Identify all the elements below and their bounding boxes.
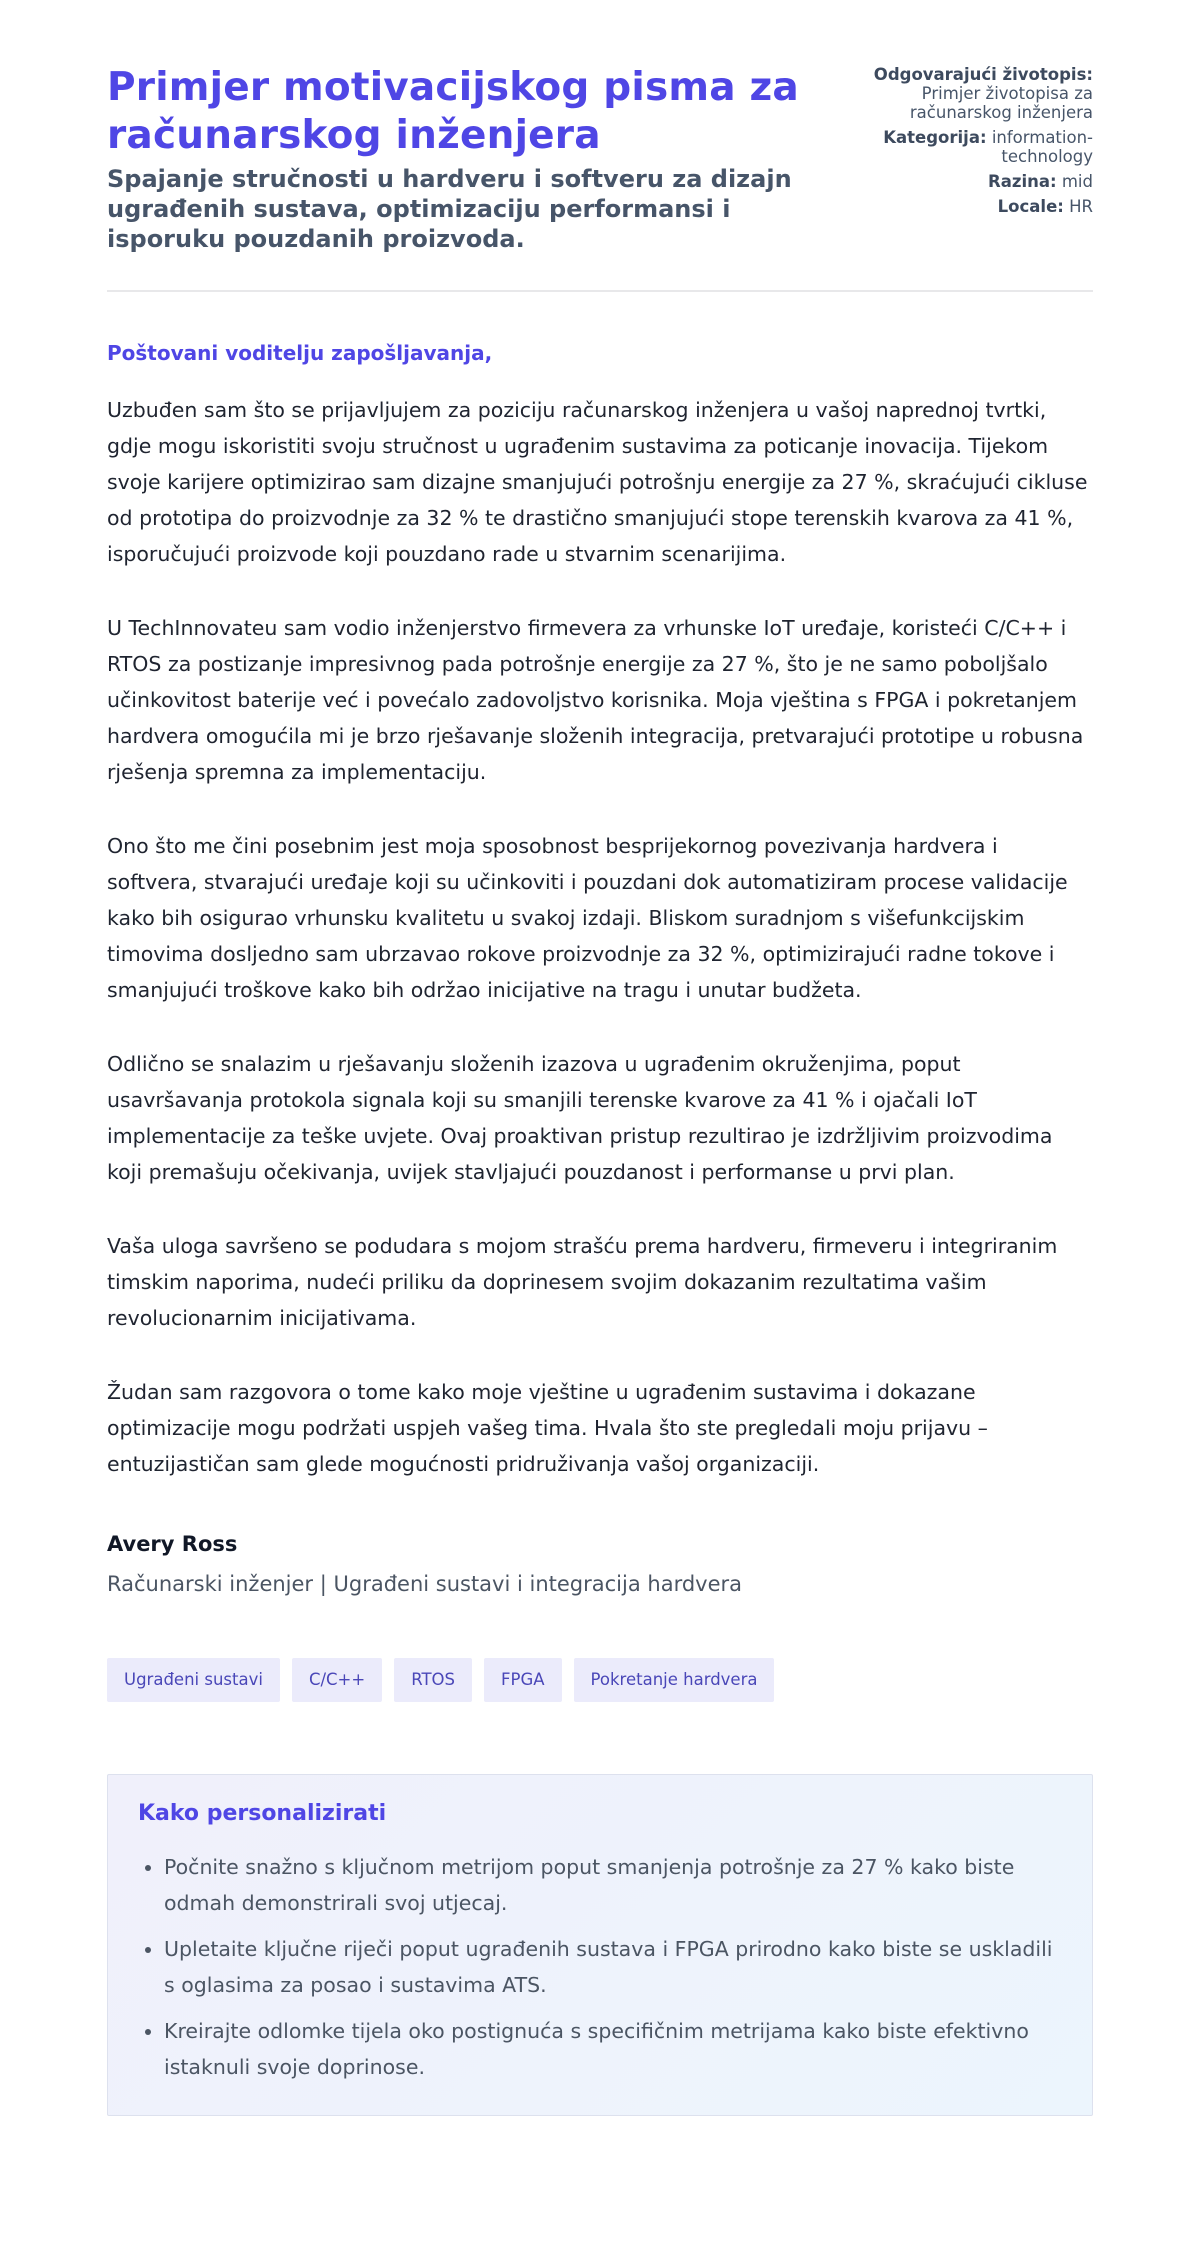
signature-block xyxy=(107,1530,1093,1598)
letter-body xyxy=(107,392,1093,1482)
page-subtitle: Spajanje stručnosti u hardveru i softveru za dizajn ugrađenih sustava, optimizaciju performansi i isporuku pouzdanih proizvoda. xyxy=(107,165,792,253)
meta-locale-label: Locale: xyxy=(997,197,1064,216)
letter-paragraph: Uzbuđen sam što se prijavljujem za poziciju računarskog inženjera u vašoj naprednoj tvrtki, gdje mogu iskoristiti svoju stručnost u ugrađenim sustavima za poticanje inovacija. Tijekom svoje karijere optimizirao sam dizajne smanjujući potrošnju energije za 27 %, skraćujući cikluse od prototipa do proizvodnje za 32 % te drastično smanjujući stope terenskih kvarova za 41 %, isporučujući proizvode koji pouzdano rade u stvarnim scenarijima. xyxy=(107,398,1088,566)
meta-category-value: information-technology xyxy=(991,128,1093,166)
meta-level-value: mid xyxy=(1061,172,1093,191)
meta-level-label: Razina: xyxy=(988,172,1057,191)
skill-tags xyxy=(107,1658,1093,1702)
skill-tag-rtos[interactable]: RTOS xyxy=(394,1658,472,1702)
tip-item: • Kreirajte odlomke tijela oko postignuća s specifičnim metrijama kako biste efektivno istaknuli svoje doprinose. xyxy=(164,2013,1062,2085)
cover-letter-page xyxy=(107,0,1093,2116)
signature-role: Računarski inženjer | Ugrađeni sustavi i integracija hardvera xyxy=(107,1572,743,1596)
skill-tag-embedded-systems[interactable]: Ugrađeni sustavi xyxy=(107,1658,280,1702)
tip-item: • Počnite snažno s ključnom metrijom poput smanjenja potrošnje za 27 % kako biste odmah demonstrirali svoj utjecaj. xyxy=(164,1849,1062,1921)
page-header xyxy=(107,64,1093,292)
meta-category xyxy=(824,128,1093,166)
letter-paragraph: Ono što me čini posebnim jest moja sposobnost besprijekornog povezivanja hardvera i softvera, stvarajući uređaje koji su učinkoviti i pouzdani dok automatiziram procese validacije kako bih osigurao vrhunsku kvalitetu u svakoj izdaji. Bliskom suradnjom s višefunkcijskim timovima dosljedno sam ubrzavao rokove proizvodnje za 32 %, optimizirajući radne tokove i smanjujući troškove kako bih održao inicijative na tragu i unutar budžeta. xyxy=(107,834,1068,1002)
personalization-tips-box xyxy=(107,1774,1093,2116)
skill-tag-c-cpp[interactable]: C/C++ xyxy=(292,1658,382,1702)
meta-category-label: Kategorija: xyxy=(883,128,987,147)
meta-locale-value: HR xyxy=(1069,197,1093,216)
skill-tag-hardware-bringup[interactable]: Pokretanje hardvera xyxy=(574,1658,775,1702)
meta-panel xyxy=(824,65,1093,222)
tips-title: Kako personalizirati xyxy=(138,1801,387,1826)
letter-paragraph: U TechInnovateu sam vodio inženjerstvo firmevera za vrhunske IoT uređaje, koristeći C/C++ i RTOS za postizanje impresivnog pada potrošnje energije za 27 %, što je ne samo poboljšalo učinkovitost baterije već i povećalo zadovoljstvo korisnika. Moja vještina s FPGA i pokretanjem hardvera omogućila mi je brzo rješavanje složenih integracija, pretvarajući prototipe u robusna rješenja spremna za implementaciju. xyxy=(107,616,1084,784)
meta-resume xyxy=(824,65,1093,122)
letter-salutation: Poštovani voditelju zapošljavanja, xyxy=(107,341,493,365)
tip-item: • Upletaite ključne riječi poput ugrađenih sustava i FPGA prirodno kako biste se uskladili s oglasima za posao i sustavima ATS. xyxy=(164,1931,1062,2003)
meta-resume-label: Odgovarajući životopis: xyxy=(873,65,1093,84)
tips-list xyxy=(138,1849,1062,2085)
skill-tag-fpga[interactable]: FPGA xyxy=(484,1658,562,1702)
meta-resume-value: Primjer životopisa za računarskog inženjera xyxy=(909,84,1093,122)
page-title: Primjer motivacijskog pisma za računarskog inženjera xyxy=(107,65,799,158)
letter-paragraph: Vaša uloga savršeno se podudara s mojom strašću prema hardveru, firmeveru i integriranim timskim naporima, nudeći priliku da doprinesem svojim dokazanim rezultatima vašim revolucionarnim inicijativama. xyxy=(107,1234,1058,1330)
letter-paragraph: Žudan sam razgovora o tome kako moje vještine u ugrađenim sustavima i dokazane optimizacije mogu podržati uspjeh vašeg tima. Hvala što ste pregledali moju prijavu – entuzijastičan sam glede mogućnosti pridruživanja vašoj organizaciji. xyxy=(107,1380,988,1476)
letter-paragraph: Odlično se snalazim u rješavanju složenih izazova u ugrađenim okruženjima, poput usavršavanja protokola signala koji su smanjili terenske kvarove za 41 % i ojačali IoT implementacije za teške uvjete. Ovaj proaktivan pristup rezultirao je izdržljivim proizvodima koji premašuju očekivanja, uvijek stavljajući pouzdanost i performanse u prvi plan. xyxy=(107,1052,1053,1184)
meta-locale xyxy=(824,197,1093,216)
meta-level xyxy=(824,172,1093,191)
signature-name: Avery Ross xyxy=(107,1532,238,1556)
header-title-block xyxy=(107,64,824,254)
